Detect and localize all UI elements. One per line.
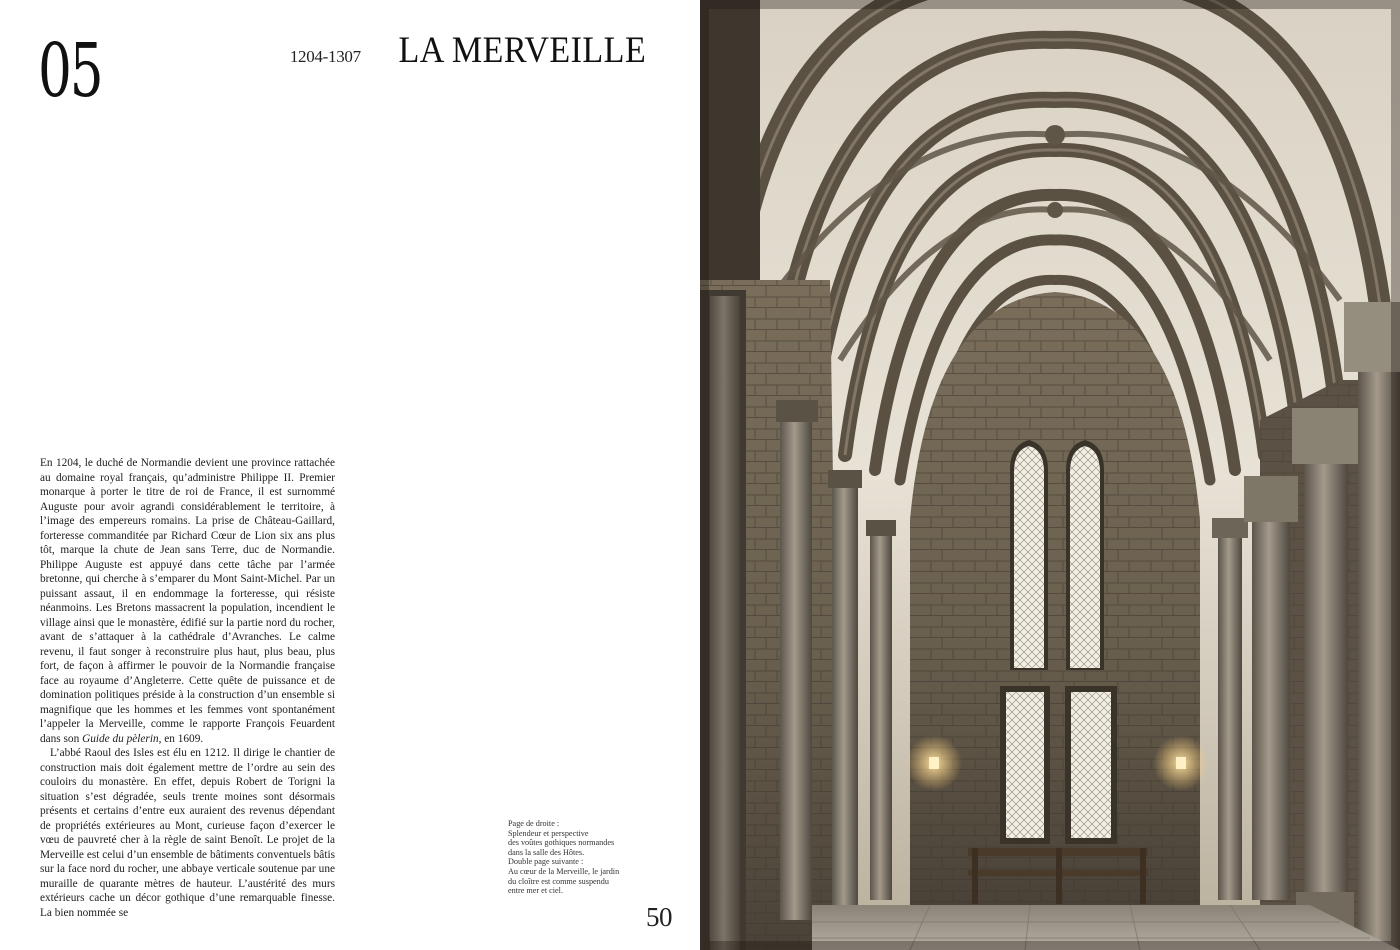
- page-number: 50: [646, 902, 672, 932]
- caption-line: dans la salle des Hôtes.: [508, 847, 585, 857]
- chapter-number: 05: [38, 28, 102, 114]
- body-text: [40, 456, 335, 920]
- paragraph-1-text: En 1204, le duché de Normandie devient une province rattachée au domaine royal français, qu’administre Philippe II. Premier monarque à porter le titre de roi de France, il est surnommé Auguste pour avoir agrandi considérablement le territoire, à l’image des empereurs romains. La prise de Château-Gaillard, forteresse commanditée par Richard Cœur de Lion six ans plus tôt, marque la chute de Jean sans Terre, duc de Normandie. Philippe Auguste est appuyé dans cette tâche par l’armée bretonne, qui cherche à s’emparer du Mont Saint-Michel. Par un puissant assaut, il en endommage la forteresse, qui résiste néanmoins. Les Bretons massacrent la population, incendient le village ainsi que le monastère, édifié sur la partie nord du rocher, avant de s’attaquer à la cathédrale d’Avranches. Le calme revenu, il faut songer à reconstruire plus haut, plus beau, plus fort, de façon à affirmer le pouvoir de la Normandie française face au royaume d’Angleterre. Cette quête de puissance et de domination politiques préside à la construction d’un ensemble si magnifique que les hommes et les femmes vont spontanément l’appeler la Merveille, comme le rapporte François Feuardent dans son: [40, 457, 335, 745]
- caption-line: Au cœur de la Merveille, le jardin: [508, 866, 620, 876]
- paragraph-1-end: , en 1609.: [158, 732, 204, 745]
- book-title-italic: Guide du pèlerin: [82, 732, 159, 745]
- caption-line: Splendeur et perspective: [508, 828, 589, 838]
- caption-line: Double page suivante :: [508, 857, 584, 867]
- paragraph-2: L’abbé Raoul des Isles est élu en 1212. Il dirige le chantier de construction mais doit également mettre de l’ordre au sein des couloirs du monastère. En effet, depuis Robert de Torigni la situation s’est dégradée, seuls trente moines sont désormais présents et certains d’entre eux auraient des revenus dépendant de propriétés extérieures au Mont, curieuse façon d’exercer le vœu de pauvreté cher à la règle de saint Benoît. Le projet de la Merveille est celui d’un ensemble de bâtiments conventuels bâtis sur la face nord du rocher, une abbaye verticale soutenue par une muraille de quarante mètres de hauteur. L’austérité des murs extérieurs cache un décor gothique d’une remarquable finesse. La bien nommée se: [40, 747, 335, 919]
- caption-line: Page de droite :: [508, 819, 560, 828]
- chapter-heading: [290, 28, 646, 74]
- caption-line: des voûtes gothiques normandes: [508, 838, 615, 848]
- caption-line: du cloître est comme suspendu: [508, 876, 609, 886]
- gothic-hall-photograph: [700, 0, 1400, 950]
- chapter-title: LA MERVEILLE: [398, 30, 646, 71]
- caption-line: entre mer et ciel.: [508, 886, 564, 896]
- paragraph-1: [40, 456, 335, 746]
- chapter-dates: 1204-1307: [289, 47, 361, 66]
- photo-illustration: [700, 0, 1400, 950]
- photo-caption: [508, 819, 636, 896]
